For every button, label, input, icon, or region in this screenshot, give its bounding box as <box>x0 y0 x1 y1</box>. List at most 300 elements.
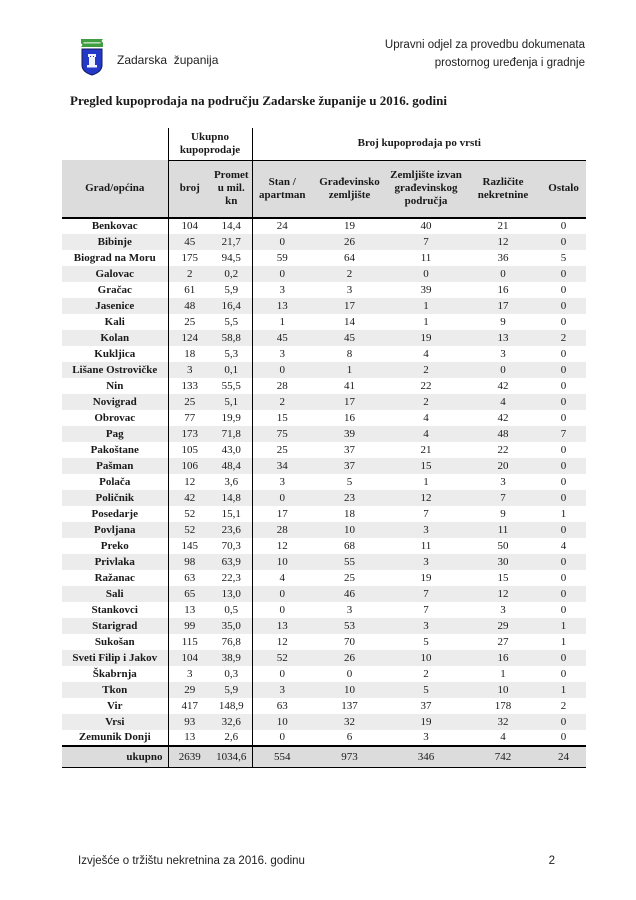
value-cell: 38,9 <box>211 650 252 666</box>
value-cell: 25 <box>276 443 288 456</box>
value-cell: 94,5 <box>211 250 252 266</box>
value-cell: 6 <box>346 731 353 743</box>
value-cell: 0 <box>560 587 567 600</box>
municipality-name: Sali <box>62 586 168 602</box>
value-cell: 1 <box>560 635 567 648</box>
table-body <box>62 218 586 746</box>
value-cell: 71,8 <box>211 426 252 442</box>
value-cell: 13 <box>276 619 288 632</box>
table-row <box>62 250 586 266</box>
value-cell: 3 <box>500 603 506 616</box>
value-cell: 63 <box>276 699 288 712</box>
value-cell: 34 <box>276 459 288 472</box>
table-row <box>62 314 586 330</box>
value-cell: 0 <box>279 587 286 600</box>
group-header-row <box>62 128 586 160</box>
municipality-name: Jasenice <box>62 298 168 314</box>
value-cell: 1 <box>279 315 286 328</box>
value-cell: 7 <box>423 235 429 248</box>
municipality-name: Gračac <box>62 282 168 298</box>
value-cell: 0,5 <box>211 602 252 618</box>
value-cell: 10 <box>344 683 356 696</box>
value-cell: 0 <box>560 571 567 584</box>
value-cell: 11 <box>420 539 432 552</box>
value-cell: 65 <box>184 587 196 600</box>
value-cell: 99 <box>184 619 196 632</box>
value-cell: 5 <box>423 635 429 648</box>
value-cell: 10 <box>420 651 432 664</box>
value-cell: 39 <box>420 283 432 296</box>
table-row <box>62 346 586 362</box>
value-cell: 0 <box>560 267 567 280</box>
value-cell: 3 <box>187 667 193 680</box>
value-cell: 29 <box>497 619 509 632</box>
municipality-name: Novigrad <box>62 394 168 410</box>
value-cell: 22,3 <box>211 570 252 586</box>
value-cell: 32 <box>344 715 356 728</box>
value-cell: 14,8 <box>211 490 252 506</box>
table-row <box>62 218 586 234</box>
value-cell: 25 <box>344 571 356 584</box>
value-cell: 173 <box>181 427 198 440</box>
value-cell: 12 <box>497 235 509 248</box>
value-cell: 5 <box>423 683 429 696</box>
value-cell: 0,1 <box>211 362 252 378</box>
department-line-1: Upravni odjel za provedbu dokumenata <box>384 39 585 51</box>
value-cell: 5,9 <box>211 682 252 698</box>
value-cell: 0 <box>279 491 286 504</box>
municipality-name: Privlaka <box>62 554 168 570</box>
group-header-by-type: Broj kupoprodaja po vrsti <box>252 128 586 160</box>
value-cell: 3 <box>279 283 286 296</box>
value-cell: 19,9 <box>211 410 252 426</box>
municipality-name: Pag <box>62 426 168 442</box>
value-cell: 0 <box>560 395 567 408</box>
value-cell: 32,6 <box>211 714 252 730</box>
value-cell: 2 <box>423 363 429 376</box>
value-cell: 5,1 <box>211 394 252 410</box>
value-cell: 19 <box>420 571 432 584</box>
table-row <box>62 298 586 314</box>
municipality-name: Stankovci <box>62 602 168 618</box>
value-cell: 21 <box>497 220 509 232</box>
value-cell: 178 <box>494 699 512 712</box>
value-cell: 13 <box>497 331 509 344</box>
table-row <box>62 650 586 666</box>
municipality-name: Zemunik Donji <box>62 730 168 746</box>
value-cell: 133 <box>181 379 198 392</box>
value-cell: 0,3 <box>211 666 252 682</box>
value-cell: 70 <box>344 635 356 648</box>
value-cell: 16 <box>497 651 509 664</box>
municipality-name: Kukljica <box>62 346 168 362</box>
value-cell: 35,0 <box>211 618 252 634</box>
value-cell: 13,0 <box>211 586 252 602</box>
value-cell: 5 <box>560 251 567 264</box>
value-cell: 0 <box>346 667 353 680</box>
value-cell: 12 <box>184 475 196 488</box>
value-cell: 22 <box>497 443 509 456</box>
municipality-name: Pakoštane <box>62 442 168 458</box>
value-cell: 48,4 <box>211 458 252 474</box>
value-cell: 104 <box>181 220 198 232</box>
municipality-name: Sukošan <box>62 634 168 650</box>
table-header <box>62 128 586 218</box>
value-cell: 0 <box>560 651 567 664</box>
value-cell: 75 <box>276 427 288 440</box>
column-header-city: Grad/općina <box>62 160 168 218</box>
value-cell: 0 <box>560 379 567 392</box>
value-cell: 3 <box>423 731 429 743</box>
value-cell: 0 <box>560 667 567 680</box>
value-cell: 0 <box>560 443 567 456</box>
value-cell: 52 <box>184 523 196 536</box>
value-cell: 12 <box>276 539 288 552</box>
page-number: 2 <box>548 855 555 867</box>
value-cell: 7 <box>500 491 506 504</box>
value-cell: 45 <box>344 331 356 344</box>
municipality-name: Posedarje <box>62 506 168 522</box>
value-cell: 0 <box>560 491 567 504</box>
value-cell: 7 <box>423 603 429 616</box>
table-row <box>62 362 586 378</box>
value-cell: 55 <box>344 555 356 568</box>
value-cell: 3 <box>423 555 429 568</box>
value-cell: 0 <box>560 475 567 488</box>
value-cell: 55,5 <box>211 378 252 394</box>
value-cell: 2,6 <box>211 730 252 746</box>
value-cell: 0 <box>560 603 567 616</box>
value-cell: 26 <box>344 651 356 664</box>
value-cell: 2 <box>423 395 429 408</box>
value-cell: 1 <box>423 475 429 488</box>
total-turnover: 1034,6 <box>211 746 252 767</box>
value-cell: 42 <box>497 411 509 424</box>
value-cell: 24 <box>276 220 288 232</box>
value-cell: 30 <box>497 555 509 568</box>
value-cell: 45 <box>276 331 288 344</box>
municipality-name: Tkon <box>62 682 168 698</box>
value-cell: 0 <box>560 459 567 472</box>
table-row <box>62 266 586 282</box>
value-cell: 41 <box>344 379 356 392</box>
value-cell: 2 <box>560 699 567 712</box>
value-cell: 4 <box>500 395 506 408</box>
value-cell: 16 <box>497 283 509 296</box>
value-cell: 0 <box>560 411 567 424</box>
value-cell: 28 <box>276 523 288 536</box>
value-cell: 37 <box>344 443 356 456</box>
value-cell: 53 <box>344 619 356 632</box>
municipality-name: Polača <box>62 474 168 490</box>
table-row <box>62 394 586 410</box>
municipality-name: Nin <box>62 378 168 394</box>
municipality-name: Lišane Ostrovičke <box>62 362 168 378</box>
value-cell: 13 <box>184 731 196 743</box>
value-cell: 105 <box>181 443 198 456</box>
column-header-turnover: Promet u mil. kn <box>211 160 252 218</box>
table-row <box>62 410 586 426</box>
value-cell: 2 <box>423 667 429 680</box>
value-cell: 3 <box>423 619 429 632</box>
value-cell: 48 <box>184 299 196 312</box>
value-cell: 0 <box>560 523 567 536</box>
value-cell: 1 <box>560 683 567 696</box>
table-row <box>62 426 586 442</box>
value-cell: 0 <box>560 283 567 296</box>
value-cell: 18 <box>184 347 196 360</box>
value-cell: 21 <box>420 443 432 456</box>
value-cell: 5,9 <box>211 282 252 298</box>
value-cell: 0 <box>560 235 567 248</box>
department-header <box>385 36 585 72</box>
value-cell: 23,6 <box>211 522 252 538</box>
value-cell: 5 <box>346 475 353 488</box>
table-row <box>62 234 586 250</box>
column-header-row <box>62 160 586 218</box>
value-cell: 4 <box>279 571 286 584</box>
value-cell: 1 <box>423 315 429 328</box>
column-header-apartment: Stan / apartman <box>252 160 312 218</box>
value-cell: 59 <box>276 251 288 264</box>
table-row <box>62 330 586 346</box>
column-header-other: Ostalo <box>541 160 586 218</box>
municipality-name: Benkovac <box>62 218 168 234</box>
value-cell: 15 <box>420 459 432 472</box>
table-footer <box>62 746 586 767</box>
value-cell: 1 <box>423 299 429 312</box>
value-cell: 36 <box>497 251 509 264</box>
total-land-outside: 346 <box>387 746 465 767</box>
value-cell: 12 <box>420 491 432 504</box>
value-cell: 4 <box>500 731 506 743</box>
value-cell: 14 <box>344 315 356 328</box>
value-cell: 0 <box>560 347 567 360</box>
value-cell: 23 <box>344 491 356 504</box>
value-cell: 1 <box>500 667 506 680</box>
value-cell: 0 <box>560 715 567 728</box>
value-cell: 106 <box>181 459 198 472</box>
value-cell: 22 <box>420 379 432 392</box>
table-row <box>62 634 586 650</box>
table-row <box>62 682 586 698</box>
value-cell: 0 <box>500 363 506 376</box>
municipality-name: Biograd na Moru <box>62 250 168 266</box>
value-cell: 0 <box>423 267 429 280</box>
value-cell: 68 <box>344 539 356 552</box>
value-cell: 15 <box>276 411 288 424</box>
header-left <box>80 39 218 81</box>
value-cell: 104 <box>181 651 198 664</box>
zadar-county-coat-of-arms-icon <box>80 39 104 81</box>
value-cell: 0 <box>279 267 286 280</box>
value-cell: 148,9 <box>211 698 252 714</box>
total-other: 24 <box>541 746 586 767</box>
value-cell: 17 <box>276 507 288 520</box>
value-cell: 26 <box>344 235 356 248</box>
column-header-count: broj <box>168 160 211 218</box>
municipality-name: Vrsi <box>62 714 168 730</box>
value-cell: 3 <box>187 363 193 376</box>
value-cell: 48 <box>497 427 509 440</box>
table-row <box>62 618 586 634</box>
total-row <box>62 746 586 767</box>
table-row <box>62 522 586 538</box>
table-row <box>62 586 586 602</box>
value-cell: 15,1 <box>211 506 252 522</box>
page-footer <box>78 855 585 867</box>
value-cell: 0 <box>560 731 567 743</box>
table-row <box>62 378 586 394</box>
column-header-building-land: Građevinsko zemljište <box>312 160 387 218</box>
value-cell: 2 <box>279 395 286 408</box>
value-cell: 0 <box>560 363 567 376</box>
value-cell: 3 <box>500 475 506 488</box>
value-cell: 46 <box>344 587 356 600</box>
value-cell: 64 <box>344 251 356 264</box>
table-row <box>62 730 586 746</box>
value-cell: 39 <box>344 427 356 440</box>
table-row <box>62 698 586 714</box>
value-cell: 9 <box>500 507 506 520</box>
value-cell: 20 <box>497 459 509 472</box>
value-cell: 70,3 <box>211 538 252 554</box>
value-cell: 417 <box>181 699 198 712</box>
value-cell: 21,7 <box>211 234 252 250</box>
value-cell: 0 <box>279 235 286 248</box>
value-cell: 10 <box>276 555 288 568</box>
value-cell: 0 <box>560 299 567 312</box>
value-cell: 3 <box>279 683 286 696</box>
value-cell: 3 <box>423 523 429 536</box>
value-cell: 7 <box>423 507 429 520</box>
value-cell: 0 <box>560 555 567 568</box>
column-header-land-outside: Zemljište izvan građevinskog područja <box>387 160 465 218</box>
table-row <box>62 666 586 682</box>
value-cell: 0 <box>279 603 286 616</box>
value-cell: 18 <box>344 507 356 520</box>
municipality-name: Starigrad <box>62 618 168 634</box>
value-cell: 137 <box>341 699 358 712</box>
table-row <box>62 442 586 458</box>
municipality-name: Pašman <box>62 458 168 474</box>
municipality-name: Poličnik <box>62 490 168 506</box>
value-cell: 25 <box>184 315 196 328</box>
value-cell: 63,9 <box>211 554 252 570</box>
value-cell: 4 <box>423 347 429 360</box>
value-cell: 19 <box>420 331 432 344</box>
table-row <box>62 458 586 474</box>
value-cell: 13 <box>276 299 288 312</box>
value-cell: 12 <box>276 635 288 648</box>
value-cell: 5,5 <box>211 314 252 330</box>
footer-text: Izvješće o tržištu nekretnina za 2016. godinu <box>78 855 305 867</box>
value-cell: 145 <box>181 539 198 552</box>
municipality-name: Galovac <box>62 266 168 282</box>
value-cell: 8 <box>346 347 353 360</box>
value-cell: 14,4 <box>211 218 252 234</box>
value-cell: 61 <box>184 283 196 296</box>
value-cell: 15 <box>497 571 509 584</box>
corner-cell <box>62 128 168 160</box>
value-cell: 3 <box>500 347 506 360</box>
value-cell: 52 <box>276 651 288 664</box>
value-cell: 13 <box>184 603 196 616</box>
value-cell: 43,0 <box>211 442 252 458</box>
value-cell: 98 <box>184 555 196 568</box>
table-row <box>62 474 586 490</box>
value-cell: 1 <box>560 619 567 632</box>
value-cell: 17 <box>497 299 509 312</box>
value-cell: 2 <box>187 267 193 280</box>
value-cell: 52 <box>184 507 196 520</box>
total-label: ukupno <box>62 746 168 767</box>
municipality-name: Škabrnja <box>62 666 168 682</box>
table-row <box>62 282 586 298</box>
municipality-name: Povljana <box>62 522 168 538</box>
value-cell: 93 <box>184 715 196 728</box>
municipality-name: Preko <box>62 538 168 554</box>
value-cell: 25 <box>184 395 196 408</box>
value-cell: 3 <box>279 347 286 360</box>
value-cell: 42 <box>497 379 509 392</box>
value-cell: 12 <box>497 587 509 600</box>
total-apartment: 554 <box>252 746 312 767</box>
value-cell: 3 <box>346 283 353 296</box>
value-cell: 40 <box>420 220 432 232</box>
value-cell: 28 <box>276 379 288 392</box>
value-cell: 0,2 <box>211 266 252 282</box>
value-cell: 29 <box>184 683 196 696</box>
municipality-name: Sveti Filip i Jakov <box>62 650 168 666</box>
value-cell: 10 <box>497 683 509 696</box>
value-cell: 2 <box>560 331 567 344</box>
value-cell: 0 <box>279 731 286 743</box>
value-cell: 45 <box>184 235 196 248</box>
value-cell: 2 <box>346 267 353 280</box>
value-cell: 5,3 <box>211 346 252 362</box>
page-title: Pregled kupoprodaja na području Zadarske županije u 2016. godini <box>70 93 447 108</box>
value-cell: 32 <box>497 715 509 728</box>
value-cell: 37 <box>344 459 356 472</box>
municipality-name: Kali <box>62 314 168 330</box>
value-cell: 4 <box>423 411 429 424</box>
value-cell: 3,6 <box>211 474 252 490</box>
value-cell: 19 <box>344 220 356 232</box>
value-cell: 10 <box>344 523 356 536</box>
column-header-misc-realestate: Različite nekretnine <box>465 160 541 218</box>
municipality-name: Kolan <box>62 330 168 346</box>
table-row <box>62 554 586 570</box>
value-cell: 1 <box>346 363 353 376</box>
value-cell: 7 <box>423 587 429 600</box>
value-cell: 42 <box>184 491 196 504</box>
total-count: 2639 <box>168 746 211 767</box>
value-cell: 16,4 <box>211 298 252 314</box>
value-cell: 115 <box>181 635 198 648</box>
total-building-land: 973 <box>312 746 387 767</box>
municipality-name: Vir <box>62 698 168 714</box>
value-cell: 37 <box>420 699 432 712</box>
table-row <box>62 506 586 522</box>
sales-table <box>62 128 586 768</box>
municipality-name: Bibinje <box>62 234 168 250</box>
value-cell: 17 <box>344 395 356 408</box>
table-row <box>62 570 586 586</box>
department-line-2: prostornog uređenja i gradnje <box>434 57 585 69</box>
value-cell: 9 <box>500 315 506 328</box>
table-row <box>62 490 586 506</box>
